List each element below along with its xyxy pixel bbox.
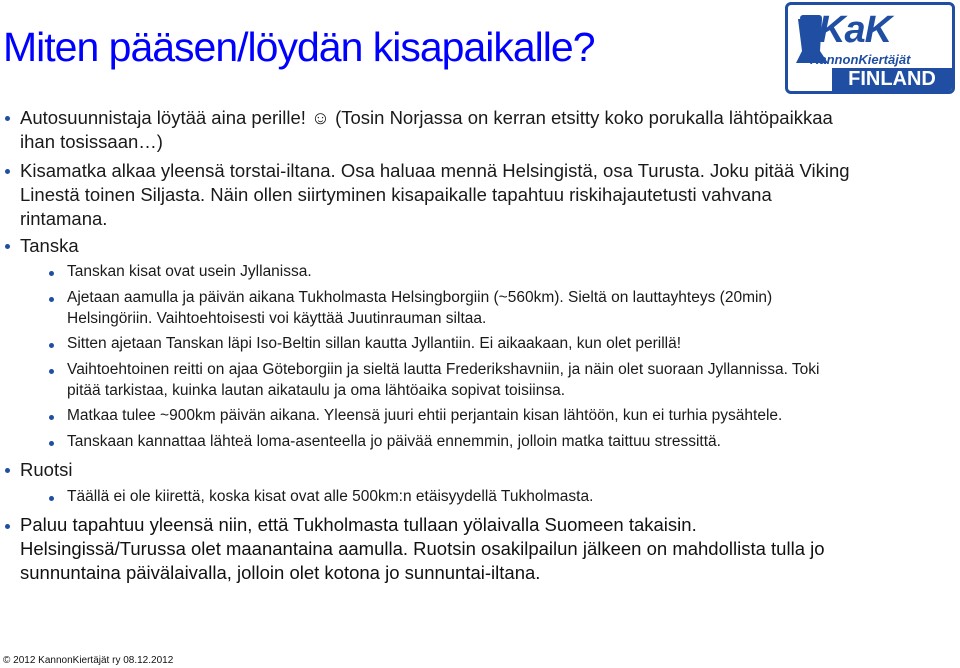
sub-line: Täällä ei ole kiirettä, koska kisat ovat alle 500km:n etäisyydellä Tukholmasta. [67, 488, 594, 505]
bullet-marker [49, 369, 54, 374]
return-line: sunnuntaina päivälaivalla, jolloin olet kotona jo sunnuntai-iltana. [20, 562, 541, 583]
bullet-marker [49, 343, 54, 348]
body-line: ihan tosissaan…) [20, 131, 163, 152]
bullet-marker [49, 271, 54, 276]
bullet-marker [5, 468, 10, 473]
section-heading: Tanska [20, 235, 79, 256]
sub-line: Matkaa tulee ~900km päivän aikana. Yleensä juuri ehtii perjantain kisan lähtöön, kun ei turhia pysähtele. [67, 407, 783, 424]
bullet-marker [49, 415, 54, 420]
bullet-marker [49, 496, 54, 501]
logo-country-band: FINLAND [832, 68, 952, 91]
sub-line: Vaihtoehtoinen reitti on ajaa Göteborgiin ja sieltä lautta Frederikshavniin, ja näin olet suoraan Jyllannissa. Toki [67, 361, 820, 378]
logo-word: KaK [818, 9, 892, 51]
sub-line: pitää tarkistaa, kuinka lautan aikataulu ja oma lähtöaika sopivat toisiinsa. [67, 382, 566, 399]
bullet-marker [5, 244, 10, 249]
footer-copyright: © 2012 KannonKiertäjät ry 08.12.2012 [3, 655, 174, 666]
bullet-marker [5, 116, 10, 121]
bullet-marker [49, 297, 54, 302]
body-line: Kisamatka alkaa yleensä torstai-iltana. Osa haluaa mennä Helsingistä, osa Turusta. Joku pitää Viking [20, 160, 850, 181]
return-line: Paluu tapahtuu yleensä niin, että Tukholmasta tullaan yölaivalla Suomeen takaisin. [20, 514, 697, 535]
logo-subtitle: KannonKiertäjät [810, 52, 911, 67]
sub-line: Tanskan kisat ovat usein Jyllanissa. [67, 263, 312, 280]
sub-line: Helsingöriin. Vaihtoehtoisesti voi käyttää Juutinrauman siltaa. [67, 310, 487, 327]
body-line: Autosuunnistaja löytää aina perille! ☺ (Tosin Norjassa on kerran etsitty koko porukalla lähtöpaikkaa [20, 107, 833, 128]
body-line: Linestä toinen Siljasta. Näin ollen siirtyminen kisapaikalle tapahtuu riskihajautetusti vahvana [20, 184, 772, 205]
slide-title: Miten pääsen/löydän kisapaikalle? [3, 24, 595, 70]
bullet-marker [5, 169, 10, 174]
return-line: Helsingissä/Turussa olet maanantaina aamulla. Ruotsin osakilpailun jälkeen on mahdollista tulla jo [20, 538, 825, 559]
sub-line: Tanskaan kannattaa lähteä loma-asenteella jo päivää ennemmin, jolloin matka taittuu stressittä. [67, 433, 721, 450]
bullet-marker [49, 441, 54, 446]
body-line: rintamana. [20, 208, 108, 229]
sub-line: Sitten ajetaan Tanskan läpi Iso-Beltin sillan kautta Jyllantiin. Ei aikaakaan, kun olet perillä! [67, 335, 682, 352]
bullet-marker [5, 524, 10, 529]
sub-line: Ajetaan aamulla ja päivän aikana Tukholmasta Helsingborgiin (~560km). Sieltä on lauttayhteys (20min) [67, 289, 773, 306]
section-heading: Ruotsi [20, 459, 73, 480]
